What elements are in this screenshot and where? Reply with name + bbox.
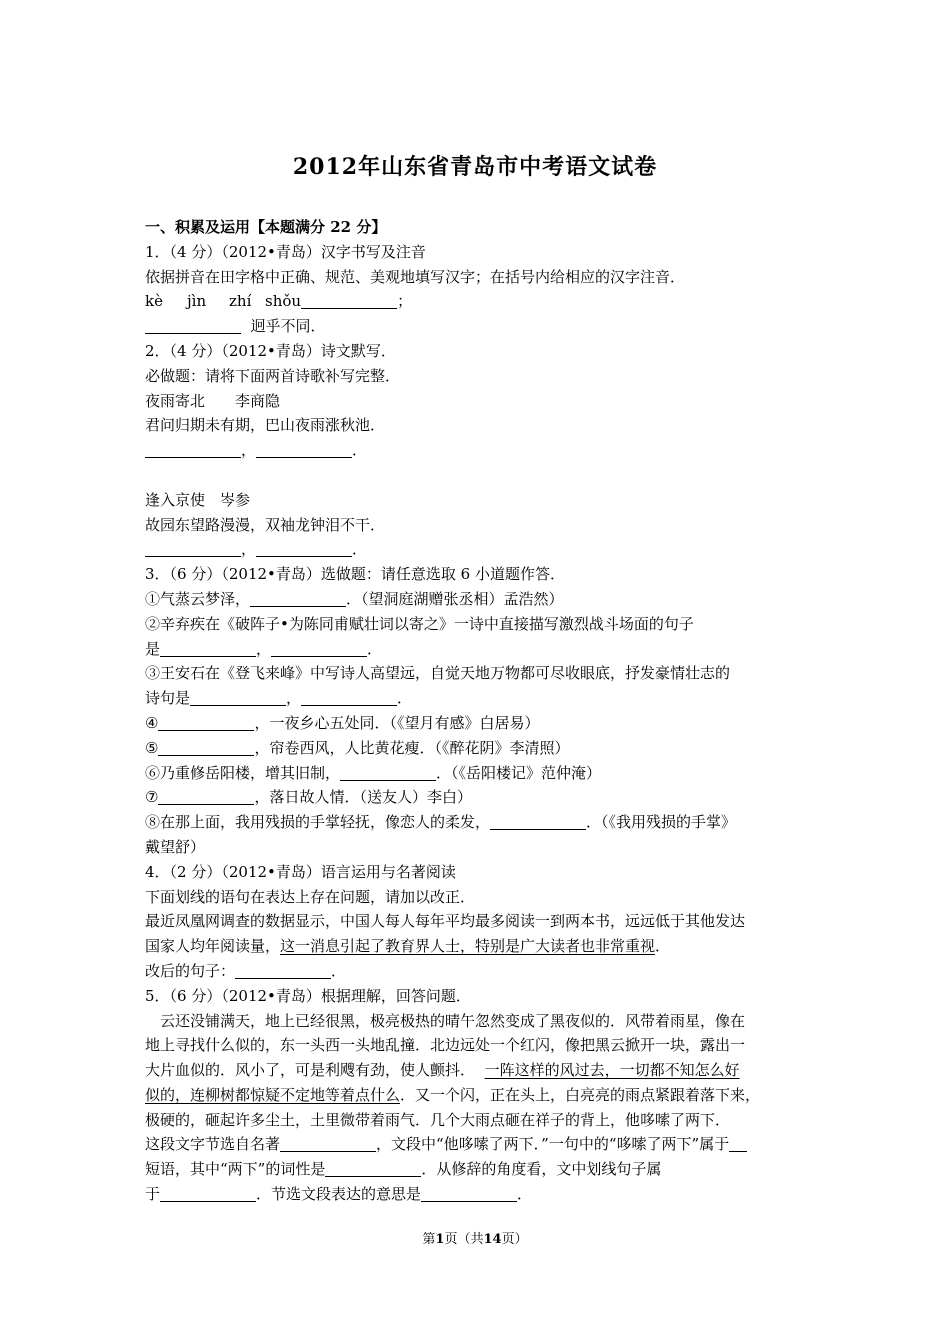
underlined-sentence: 一阵这样的风过去，一切都不知怎么好 xyxy=(484,1061,740,1080)
answer-blank[interactable] xyxy=(421,1185,517,1202)
poem-2-blanks: ， ． xyxy=(145,537,815,562)
question-2-heading: 2．（4 分）（2012•青岛）诗文默写． xyxy=(145,341,396,360)
q3-item-3: ③王安石在《登飞来峰》中写诗人高望远，自觉天地万物都可尽收眼底，抒发豪情壮志的 xyxy=(145,664,731,683)
question-4-answer: 改后的句子： ． xyxy=(145,961,347,980)
question-4-passage-1: 最近凤凰网调查的数据显示，中国人每人每年平均最多阅读一到两本书，远远低于其他发达 xyxy=(145,912,746,931)
pinyin-zhi: zhí xyxy=(229,292,252,311)
q3-item-8-cont: 戴望舒） xyxy=(145,837,206,856)
answer-blank[interactable] xyxy=(325,1160,421,1177)
question-5-heading: 5．（6 分）（2012•青岛）根据理解，回答问题． xyxy=(145,986,471,1005)
question-5-line-7: 短语，其中“两下”的词性是 ．从修辞的角度看，文中划线句子属 xyxy=(145,1160,662,1179)
q3-item-3-cont: 诗句是 ， ． xyxy=(145,689,413,708)
answer-blank[interactable] xyxy=(256,441,352,458)
answer-blank[interactable] xyxy=(158,714,254,731)
answer-blank[interactable] xyxy=(340,764,436,781)
answer-blank[interactable] xyxy=(158,739,254,756)
pinyin-line: kè jìn zhí shǒu ； xyxy=(145,289,815,314)
page-title: 2012年山东省青岛市中考语文试卷 xyxy=(292,154,658,180)
q3-item-4: ④ ，一夜乡心五处同．（《望月有感》白居易） xyxy=(145,713,540,732)
poem-1-title: 夜雨寄北 李商隐 xyxy=(145,391,281,410)
q3-item-7: ⑦ ，落日故人情．（送友人）李白） xyxy=(145,788,472,807)
passage-line-1: 云还没铺满天，地上已经很黑，极亮极热的晴午忽然变成了黑夜似的．风带着雨星，像在 xyxy=(160,1011,746,1030)
page-footer: 第1页（共14页） xyxy=(422,1232,528,1247)
question-4-heading: 4．（2 分）（2012•青岛）语言运用与名著阅读 xyxy=(145,862,456,881)
answer-blank[interactable] xyxy=(271,640,367,657)
q3-item-2: ②辛弃疾在《破阵子•为陈同甫赋壮词以寄之》一诗中直接描写激烈战斗场面的句子 xyxy=(145,614,694,633)
poem-2-line: 故园东望路漫漫，双袖龙钟泪不干． xyxy=(145,515,386,534)
answer-blank[interactable] xyxy=(490,813,586,830)
q3-item-2-cont: 是 ， ． xyxy=(145,639,383,658)
answer-blank[interactable] xyxy=(160,640,256,657)
answer-blank[interactable] xyxy=(158,788,254,805)
answer-blank[interactable] xyxy=(301,292,397,309)
poem-2-title: 逢入京使 岑参 xyxy=(145,490,251,509)
poem-1-line: 君问归期未有期，巴山夜雨涨秋池． xyxy=(145,416,386,435)
poem-1-blanks: ， ． xyxy=(145,438,815,463)
question-4-instruction: 下面划线的语句在表达上存在问题，请加以改正． xyxy=(145,887,476,906)
q3-item-1: ①气蒸云梦泽， ．（望洞庭湖赠张丞相）孟浩然） xyxy=(145,589,564,608)
answer-blank[interactable] xyxy=(250,590,346,607)
answer-blank[interactable] xyxy=(235,962,331,979)
pinyin-jin: jìn xyxy=(187,292,207,311)
question-1-line3: 迥乎不同． xyxy=(145,314,815,339)
answer-blank[interactable] xyxy=(145,540,241,557)
question-5-line-8: 于 ．节选文段表达的意思是 ． xyxy=(145,1185,533,1204)
question-3-heading: 3．（6 分）（2012•青岛）选做题：请任意选取 6 小道题作答． xyxy=(145,565,565,584)
answer-blank[interactable] xyxy=(145,317,241,334)
answer-blank[interactable] xyxy=(190,689,286,706)
passage-line-4: 似的，连柳树都惊疑不定地等着点什么．又一个闪，正在头上，白亮亮的雨点紧跟着落下来， xyxy=(145,1085,761,1104)
page-total: 14 xyxy=(483,1232,502,1247)
answer-blank[interactable] xyxy=(301,689,397,706)
question-2-instruction: 必做题：请将下面两首诗歌补写完整． xyxy=(145,366,401,385)
underlined-sentence: 这一消息引起了教育界人士，特别是广大读者也非常重视 xyxy=(280,937,656,956)
answer-blank[interactable] xyxy=(160,1185,256,1202)
section-heading: 一、积累及运用【本题满分 22 分】 xyxy=(145,218,387,236)
passage-line-5: 极硬的，砸起许多尘土，土里微带着雨气．几个大雨点砸在祥子的背上，他哆嗦了两下． xyxy=(145,1110,731,1129)
question-5-line-6: 这段文字节选自名著 ，文段中“他哆嗦了两下．”一句中的“哆嗦了两下”属于 xyxy=(145,1132,815,1157)
q3-item-6: ⑥乃重修岳阳楼，增其旧制， ．（《岳阳楼记》范仲淹） xyxy=(145,763,602,782)
question-1-instruction: 依据拼音在田字格中正确、规范、美观地填写汉字；在括号内给相应的汉字注音． xyxy=(145,267,686,286)
answer-blank[interactable] xyxy=(145,441,241,458)
q3-item-8: ⑧在那上面，我用残损的手掌轻抚，像恋人的柔发， ．（《我用残损的手掌》 xyxy=(145,813,737,832)
exam-body xyxy=(145,215,815,1207)
page-number: 1 xyxy=(435,1232,445,1247)
question-1-heading: 1．（4 分）（2012•青岛）汉字书写及注音 xyxy=(145,242,426,261)
pinyin-shou: shǒu xyxy=(265,292,302,311)
pinyin-ke: kè xyxy=(145,292,163,311)
passage-line-2: 地上寻找什么似的，东一头西一头地乱撞．北边远处一个红闪，像把黑云掀开一块，露出一 xyxy=(145,1036,746,1055)
question-4-passage-2: 国家人均年阅读量，这一消息引起了教育界人士，特别是广大读者也非常重视． xyxy=(145,937,671,956)
passage-line-3: 大片血似的．风小了，可是利飕有劲，使人颤抖． 一阵这样的风过去，一切都不知怎么好 xyxy=(145,1061,740,1080)
underlined-sentence: 似的，连柳树都惊疑不定地等着点什么 xyxy=(145,1085,401,1104)
q3-item-5: ⑤ ，帘卷西风，人比黄花瘦．（《醉花阴》李清照） xyxy=(145,738,570,757)
answer-blank[interactable] xyxy=(256,540,352,557)
answer-blank[interactable] xyxy=(729,1135,747,1152)
answer-blank[interactable] xyxy=(280,1135,376,1152)
